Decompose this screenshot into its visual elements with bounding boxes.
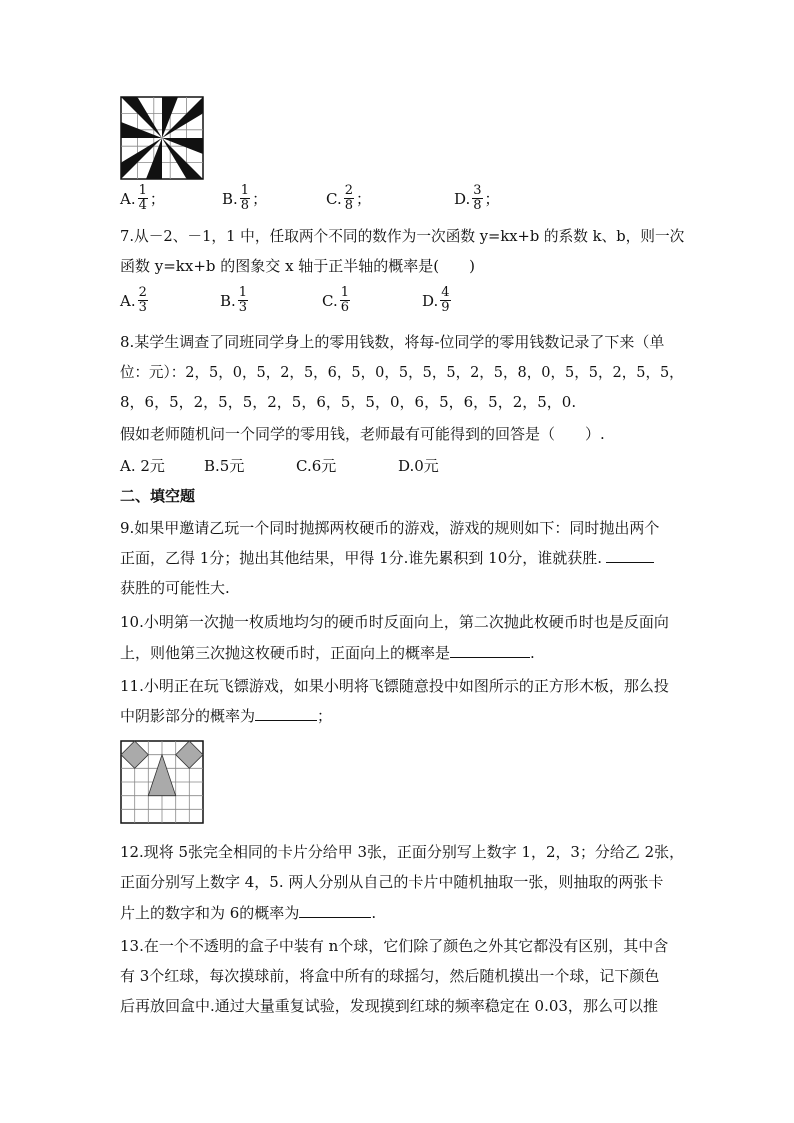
q12-answer-blank[interactable] xyxy=(299,903,371,918)
q12-line-2: 正面分别写上数字 4，5. 两人分别从自己的卡片中随机抽取一张，则抽取的两张卡 xyxy=(120,873,664,891)
q13-line-2: 有 3个红球，每次摸球前，将盒中所有的球摇匀，然后随机摸出一个球，记下颜色 xyxy=(120,967,660,985)
q12-line-3 xyxy=(120,903,376,923)
q8-option-a: A. 2元 xyxy=(120,457,165,475)
q9-line-3: 获胜的可能性大. xyxy=(120,579,230,597)
q8-option-d: D.0元 xyxy=(398,457,439,475)
q10-line-2-end: . xyxy=(530,644,535,662)
q7-option-d: D. $\frac{4}{9}$ xyxy=(422,285,450,315)
q7-line-2: 函数 y=kx+b 的图象交 x 轴于正半轴的概率是( ) xyxy=(120,257,475,275)
q13-line-3: 后再放回盒中.通过大量重复试验，发现摸到红球的频率稳定在 0.03，那么可以推 xyxy=(120,997,658,1015)
q6-option-c: C. $\frac{2}{8}$ ； xyxy=(326,183,372,213)
q6-option-a: A. $\frac{1}{4}$ ； xyxy=(120,183,165,213)
q11-line-2-text: 中阴影部分的概率为 xyxy=(120,707,256,725)
q11-answer-blank[interactable] xyxy=(255,706,317,721)
q8-line-1: 8.某学生调查了同班同学身上的零用钱数，将每-位同学的零用钱数记录了下来（单 xyxy=(120,333,665,351)
q8-option-c: C.6元 xyxy=(296,457,337,475)
q11-line-2 xyxy=(120,706,332,726)
q12-line-1: 12.现将 5张完全相同的卡片分给甲 3张，正面分别写上数字 1，2，3；分给乙 2张， xyxy=(120,843,685,861)
q7-option-c: C. $\frac{1}{6}$ xyxy=(322,285,349,315)
q9-line-1: 9.如果甲邀请乙玩一个同时抛掷两枚硬币的游戏，游戏的规则如下：同时抛出两个 xyxy=(120,519,660,537)
q11-line-1: 11.小明正在玩飞镖游戏，如果小明将飞镖随意投中如图所示的正方形木板，那么投 xyxy=(120,677,669,695)
q8-line-4: 假如老师随机问一个同学的零用钱，老师最有可能得到的回答是（ ）. xyxy=(120,425,605,443)
section-heading: 二、填空题 xyxy=(120,487,196,505)
q13-line-1: 13.在一个不透明的盒子中装有 n个球，它们除了颜色之外其它都没有区别，其中含 xyxy=(120,937,669,955)
q7-option-b: B. $\frac{1}{3}$ xyxy=(220,285,248,315)
q11-line-2-end: ； xyxy=(317,707,333,725)
q6-option-b: B. $\frac{1}{8}$ ； xyxy=(222,183,268,213)
q9-answer-blank[interactable] xyxy=(606,548,654,563)
q10-answer-blank[interactable] xyxy=(450,643,530,658)
q7-option-a: A. $\frac{2}{3}$ xyxy=(120,285,147,315)
q6-option-d: D. $\frac{3}{8}$ ； xyxy=(454,183,500,213)
q8-line-2: 位：元）：2，5，0，5，2，5，6，5，0，5，5，5，2，5，8，0，5，5，2，5，5， xyxy=(120,363,684,381)
q10-line-2 xyxy=(120,643,535,663)
q9-line-2-text: 正面，乙得 1分；抛出其他结果，甲得 1分.谁先累积到 10分，谁就获胜. xyxy=(120,549,603,567)
q7-line-1: 7.从－2、－1，1 中，任取两个不同的数作为一次函数 y=kx+b 的系数 k、b，则一次 xyxy=(120,227,685,245)
q8-option-b: B.5元 xyxy=(204,457,245,475)
q10-line-2-text: 上，则他第三次抛这枚硬币时，正面向上的概率是 xyxy=(120,644,451,662)
q10-line-1: 10.小明第一次抛一枚质地均匀的硬币时反面向上，第二次抛此枚硬币时也是反面向 xyxy=(120,613,669,631)
q12-line-3-end: . xyxy=(371,904,377,922)
pinwheel-figure xyxy=(120,96,204,180)
q8-line-3: 8，6，5，2，5，5，2，5，6，5，5，0，6，5，6，5，2，5，0. xyxy=(120,393,577,411)
dartboard-figure xyxy=(120,740,204,824)
q9-line-2 xyxy=(120,548,654,568)
q12-line-3-text: 片上的数字和为 6的概率为 xyxy=(120,904,300,922)
